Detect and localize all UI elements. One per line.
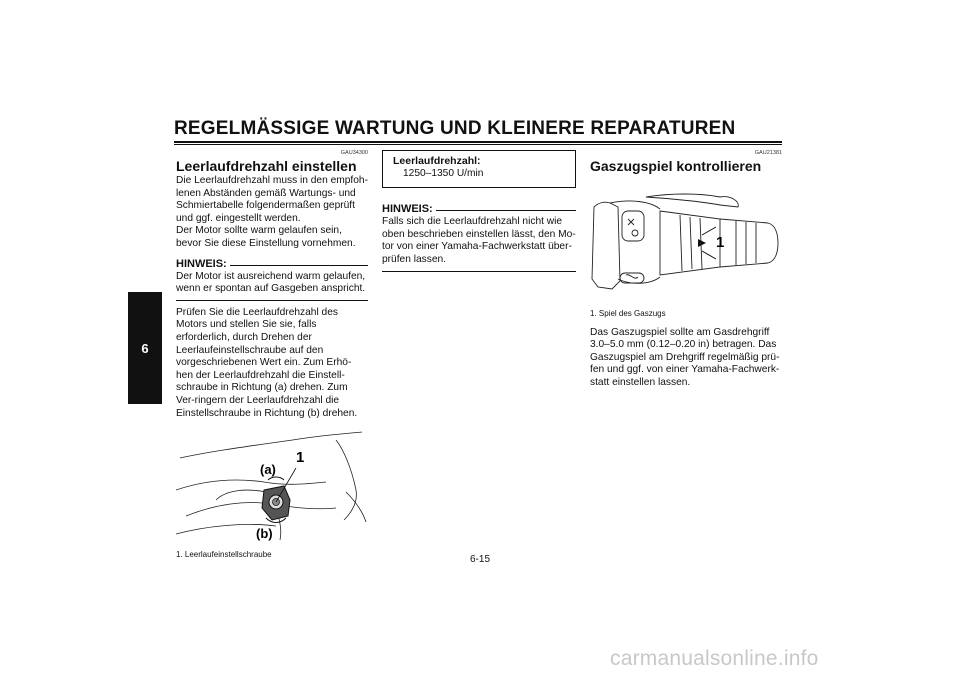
note-rule	[230, 265, 368, 266]
engine-switch	[622, 211, 644, 241]
paragraph: Prüfen Sie die Leerlaufdrehzahl des Motors und stellen Sie sie, falls erforderlich, durch Drehen der Leerlaufeinstellschraube auf den vorgeschriebenen Wert ein. Zum Erhö-hen der Leerlaufdrehzahl die Einstell-schraube in Richtung (a) drehen. Zum Ver-ringern der Leerlaufdrehzahl die Einstellschraube in Richtung (b) drehen.	[176, 306, 358, 419]
note-text: Der Motor ist ausreichend warm gelaufen, wenn er spontan auf Gasgeben anspricht.	[176, 270, 366, 295]
throttle-grip-ribs	[736, 221, 756, 265]
callout-number: 1	[716, 234, 725, 251]
chapter-tab: 6	[128, 292, 162, 404]
title-rule	[174, 141, 782, 143]
start-switch-mark	[626, 275, 638, 278]
section-heading-throttle-cable: Gaszugspiel kontrollieren	[590, 158, 762, 174]
arrowhead	[698, 239, 706, 247]
section-code: GAU34300	[340, 150, 368, 156]
callout-number: 1	[296, 449, 305, 467]
spec-box	[382, 150, 576, 188]
note-label: HINWEIS:	[382, 203, 433, 216]
paragraph: Das Gaszugspiel sollte am Gasdrehgriff 3.0–5.0 mm (0.12–0.20 in) betragen. Das Gaszugspiel am Drehgriff regelmäßig prü-fen und ggf. von einer Yamaha-Fachwerk-statt einstellen lassen.	[590, 326, 780, 388]
paragraph: Der Motor sollte warm gelaufen sein, bevor Sie diese Einstellung vornehmen.	[176, 225, 356, 249]
throttle-grip-illustration	[590, 189, 782, 301]
note-label: HINWEIS:	[176, 257, 227, 270]
note-end-rule	[176, 300, 368, 301]
housing-outline	[610, 201, 660, 209]
label-a: (a)	[260, 462, 276, 478]
watermark: carmanualsonline.info	[610, 647, 819, 670]
engine-outline	[180, 432, 362, 458]
engine-outline	[176, 480, 326, 490]
idle-screw-illustration	[176, 430, 368, 542]
throttle-grip	[720, 219, 778, 267]
title-rule-thin	[174, 144, 782, 145]
note-heading	[176, 257, 368, 271]
lever-tip	[720, 197, 738, 207]
left-column	[176, 150, 368, 560]
figure-caption: 1. Spiel des Gaszugs	[590, 308, 666, 318]
label-b: (b)	[256, 526, 273, 542]
spec-label: Leerlaufdrehzahl:	[393, 155, 481, 167]
engine-outline	[186, 503, 336, 517]
note-rule	[436, 210, 576, 211]
paragraph: Die Leerlaufdrehzahl muss in den empfoh-lenen Abständen gemäß Wartungs- und Schmiertabelle folgendermaßen geprüft und ggf. eingestellt werden.	[176, 175, 368, 224]
section-code: GAU21381	[754, 150, 782, 156]
figure-caption: 1. Leerlaufeinstellschraube	[176, 549, 272, 559]
stop-symbol	[628, 219, 634, 225]
note-end-rule	[382, 271, 576, 272]
section-heading-idle-speed: Leerlaufdrehzahl einstellen	[176, 158, 357, 174]
note-heading	[382, 202, 576, 216]
brake-lever	[646, 197, 720, 205]
housing-outline	[618, 277, 660, 283]
throttle-grip-figure	[590, 189, 782, 319]
start-button	[632, 230, 638, 236]
idle-screw-figure	[176, 430, 368, 560]
brake-lever	[646, 194, 720, 197]
switch-housing	[592, 202, 620, 289]
right-column	[590, 150, 782, 390]
page-title: REGELMÄSSIGE WARTUNG UND KLEINERE REPARATUREN	[174, 118, 736, 139]
engine-outline	[336, 440, 356, 520]
page-number: 6-15	[469, 554, 490, 565]
engine-outline	[216, 490, 266, 500]
spec-value: 1250–1350 U/min	[403, 167, 484, 179]
middle-column	[382, 150, 576, 278]
arrow-a	[268, 477, 284, 480]
idle-adjust-screw	[262, 486, 290, 520]
note-text: Falls sich die Leerlaufdrehzahl nicht wie oben beschrieben einstellen lässt, den Mo-tor von einer Yamaha-Fachwerkstatt über-prüfen lassen.	[382, 216, 576, 265]
